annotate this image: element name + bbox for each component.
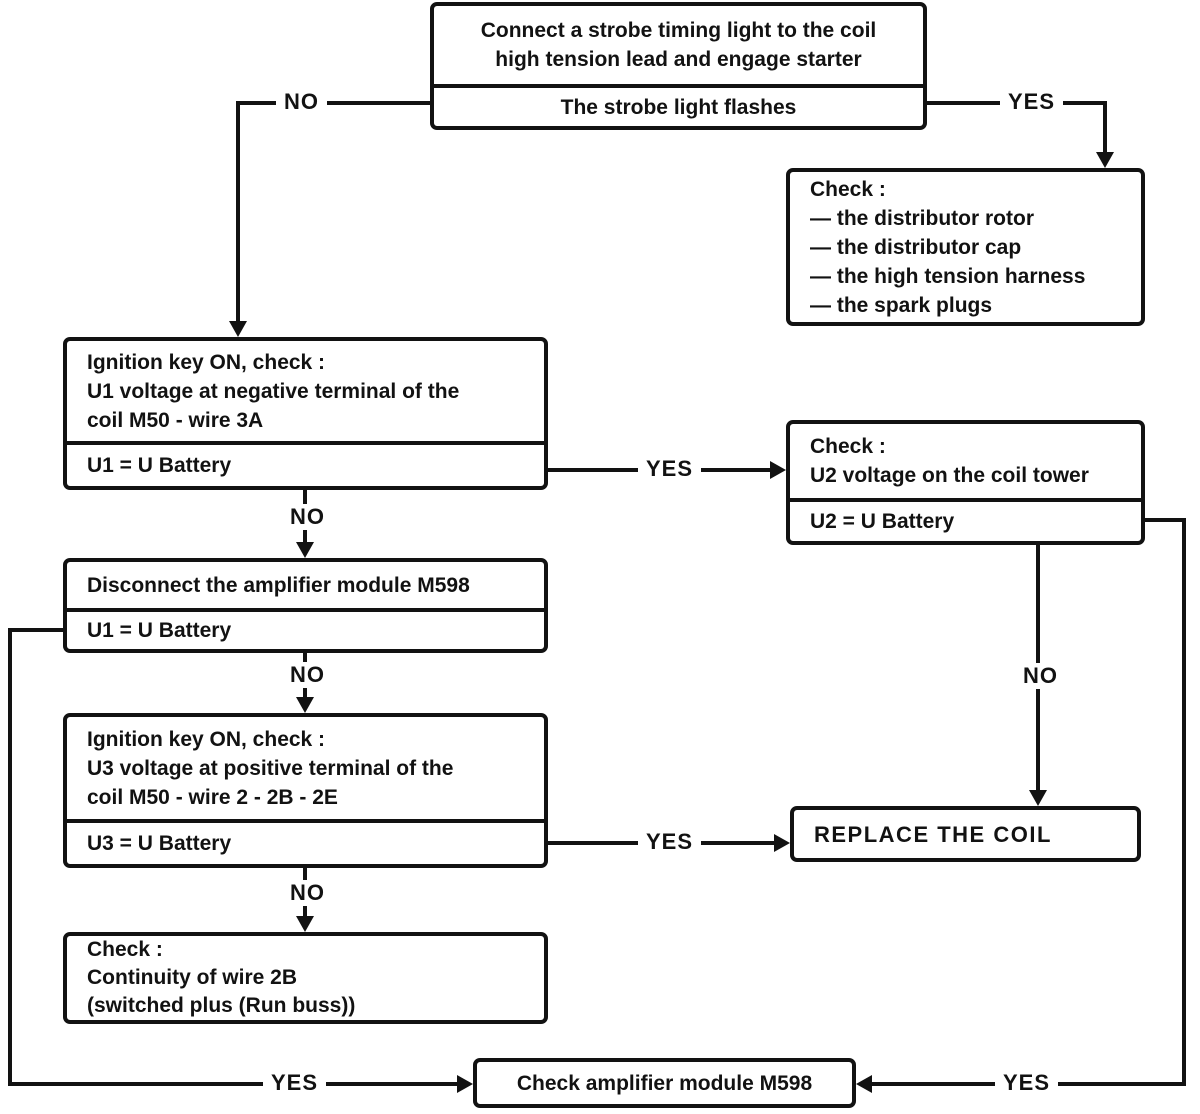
u3-condition [67,819,544,864]
start-instruction [434,6,923,84]
text-line: U1 = U Battery [87,454,232,477]
text-line: Check : [810,177,886,201]
edge-label-yes: YES [995,1070,1058,1096]
list-item: — the spark plugs [810,293,993,317]
text-line: U1 = U Battery [87,619,232,642]
text-line: U2 = U Battery [810,510,955,533]
edge-disconnect-yes-line [8,1082,458,1086]
text-line: U3 = U Battery [87,832,232,855]
arrow-down-icon [296,916,314,932]
text-line: U1 voltage at negative terminal of the [87,379,460,403]
arrow-down-icon [229,321,247,337]
check-amplifier-label-wrap [477,1062,852,1104]
edge-label-no: NO [276,89,327,115]
u2-condition [790,498,1141,541]
text-line: (switched plus (Run buss)) [87,994,356,1017]
check-secondary-list [790,172,1141,322]
disconnect-condition [67,608,544,649]
edge-u2-yes-line [1145,518,1186,522]
node-u2-check [786,420,1145,545]
edge-disconnect-yes-line [8,628,63,632]
edge-strobe-no-line [236,101,430,105]
text-line: Ignition key ON, check : [87,350,326,374]
edge-strobe-no-line [236,101,240,325]
node-disconnect-amplifier [63,558,548,653]
edge-label-yes: YES [638,829,701,855]
list-item: — the distributor cap [810,235,1022,259]
edge-label-yes: YES [638,456,701,482]
text-line: REPLACE THE COIL [814,821,1052,847]
edge-label-no: NO [282,880,333,906]
node-continuity-check [63,932,548,1024]
arrow-down-icon [296,697,314,713]
text-line: coil M50 - wire 2 - 2B - 2E [87,785,338,809]
list-item: — the high tension harness [810,264,1086,288]
arrow-down-icon [296,542,314,558]
arrow-right-icon [774,834,790,852]
text-line: Check : [810,435,886,458]
text-line: Disconnect the amplifier module M598 [87,573,470,597]
u1-condition [67,441,544,486]
text-line: high tension lead and engage starter [495,48,862,71]
u3-instruction [67,717,544,819]
arrow-down-icon [1096,152,1114,168]
arrow-right-icon [457,1075,473,1093]
u2-instruction [790,424,1141,498]
text-line: Check : [87,938,163,961]
start-condition [434,84,923,126]
node-check-secondary [786,168,1145,326]
text-line: Check amplifier module M598 [516,1071,813,1095]
edge-disconnect-yes-line [8,628,12,1086]
list-item: — the distributor rotor [810,206,1034,230]
arrow-down-icon [1029,790,1047,806]
text-line: U2 voltage on the coil tower [810,464,1089,487]
edge-label-no: NO [282,504,333,530]
text-line: Connect a strobe timing light to the coil [480,19,877,42]
node-replace-coil [790,806,1141,862]
edge-label-yes: YES [263,1070,326,1096]
node-u1-check [63,337,548,490]
disconnect-instruction [67,562,544,608]
text-line: The strobe light flashes [560,95,797,119]
text-line: coil M50 - wire 3A [87,408,264,432]
text-line: Continuity of wire 2B [87,966,297,989]
continuity-lines [67,936,544,1020]
node-start [430,2,927,130]
text-line: Ignition key ON, check : [87,727,326,751]
node-check-amplifier [473,1058,856,1108]
u1-instruction [67,341,544,441]
edge-u2-yes-line [1182,518,1186,1086]
arrow-right-icon [770,461,786,479]
replace-coil-label-wrap [794,810,1137,858]
edge-label-no: NO [1015,663,1066,689]
edge-strobe-yes-line [1103,101,1107,153]
arrow-left-icon [856,1075,872,1093]
edge-label-no: NO [282,662,333,688]
text-line: U3 voltage at positive terminal of the [87,756,454,780]
node-u3-check [63,713,548,868]
edge-label-yes: YES [1000,89,1063,115]
